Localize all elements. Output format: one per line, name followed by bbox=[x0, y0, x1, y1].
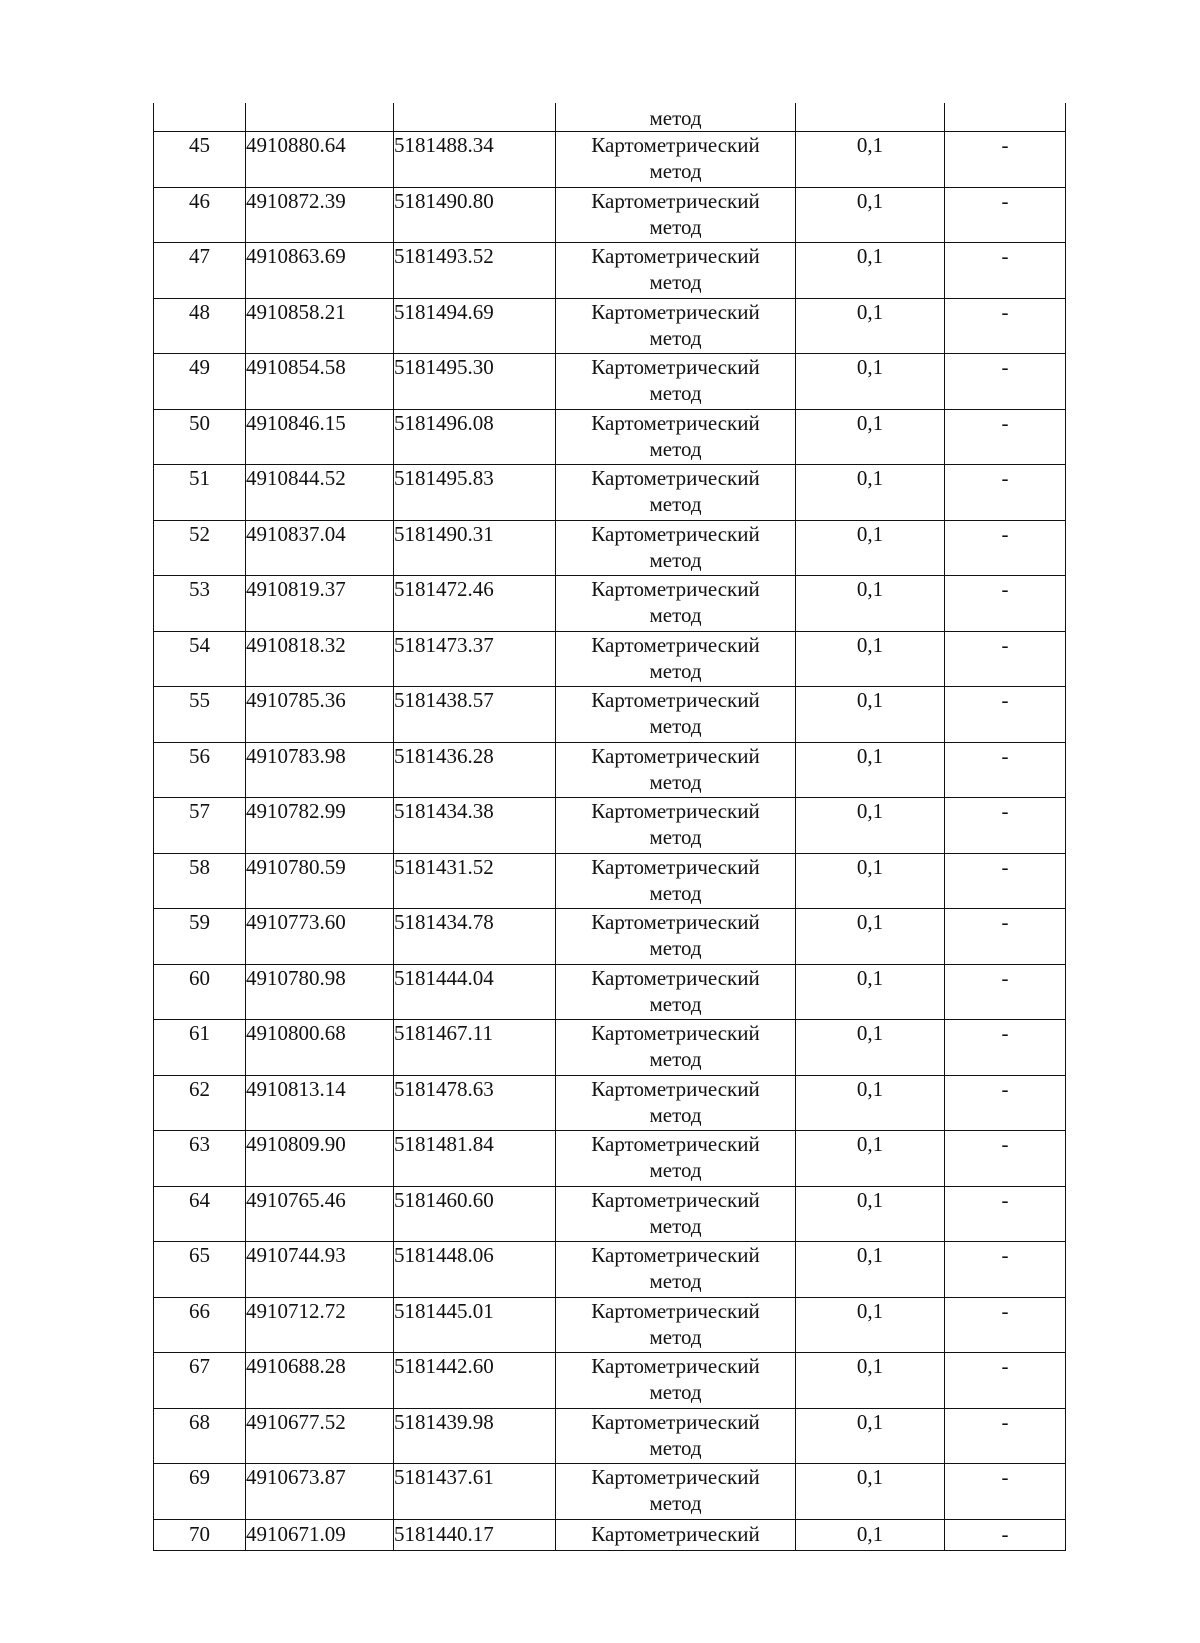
cell-dash: - bbox=[945, 853, 1066, 909]
cell-method bbox=[556, 354, 796, 410]
cell-number: 51 bbox=[154, 465, 246, 521]
cell-y: 5181439.98 bbox=[394, 1408, 556, 1464]
method-line-2: метод bbox=[649, 1102, 702, 1127]
cell-x: 4910800.68 bbox=[246, 1020, 394, 1076]
cell-number: 66 bbox=[154, 1297, 246, 1353]
method-line-2: метод bbox=[649, 714, 702, 738]
cell-method bbox=[556, 576, 796, 632]
table-row bbox=[154, 1353, 1066, 1409]
method-line-1: Картометрический bbox=[591, 521, 760, 546]
cell-method bbox=[556, 1353, 796, 1409]
cell-method bbox=[556, 187, 796, 243]
cell-dash: - bbox=[945, 409, 1066, 465]
cell-y: 5181494.69 bbox=[394, 298, 556, 354]
coordinates-table-body bbox=[154, 103, 1066, 1550]
table-row bbox=[154, 1464, 1066, 1520]
cell-dash: - bbox=[945, 1408, 1066, 1464]
method-line-1: Картометрический bbox=[591, 410, 760, 435]
cell-x: 4910785.36 bbox=[246, 687, 394, 743]
cell-dash: - bbox=[945, 798, 1066, 854]
method-line-2: метод bbox=[649, 1047, 702, 1071]
cell-accuracy: 0,1 bbox=[796, 1353, 945, 1409]
cell-dash: - bbox=[945, 964, 1066, 1020]
cell-accuracy: 0,1 bbox=[796, 298, 945, 354]
cell-accuracy bbox=[796, 103, 945, 132]
cell-accuracy: 0,1 bbox=[796, 1297, 945, 1353]
method-line-2: метод bbox=[649, 325, 702, 350]
method-line-1: Картометрический bbox=[591, 1243, 760, 1267]
cell-accuracy: 0,1 bbox=[796, 132, 945, 188]
cell-y: 5181445.01 bbox=[394, 1297, 556, 1353]
cell-dash: - bbox=[945, 576, 1066, 632]
method-line-2: метод bbox=[649, 825, 702, 849]
cell-dash: - bbox=[945, 1464, 1066, 1520]
method-line-2: метод bbox=[649, 1491, 702, 1515]
cell-accuracy: 0,1 bbox=[796, 520, 945, 576]
cell-dash: - bbox=[945, 1075, 1066, 1131]
cell-dash: - bbox=[945, 1186, 1066, 1242]
cell-dash bbox=[945, 103, 1066, 132]
cell-accuracy: 0,1 bbox=[796, 465, 945, 521]
method-line-2: метод bbox=[649, 1158, 702, 1182]
table-row bbox=[154, 576, 1066, 632]
cell-method bbox=[556, 409, 796, 465]
cell-accuracy: 0,1 bbox=[796, 909, 945, 965]
cell-dash: - bbox=[945, 742, 1066, 798]
table-row bbox=[154, 465, 1066, 521]
method-line-1: Картометрический bbox=[591, 910, 760, 934]
cell-accuracy: 0,1 bbox=[796, 798, 945, 854]
cell-method: Картометрический bbox=[556, 1519, 796, 1550]
table-row-last bbox=[154, 1519, 1066, 1550]
cell-y: 5181460.60 bbox=[394, 1186, 556, 1242]
cell-number: 48 bbox=[154, 298, 246, 354]
table-row bbox=[154, 853, 1066, 909]
cell-method bbox=[556, 1075, 796, 1131]
method-line-2: метод bbox=[649, 603, 702, 627]
cell-accuracy: 0,1 bbox=[796, 409, 945, 465]
cell-number: 53 bbox=[154, 576, 246, 632]
cell-number: 69 bbox=[154, 1464, 246, 1520]
method-line-2: метод bbox=[649, 270, 702, 294]
cell-accuracy: 0,1 bbox=[796, 687, 945, 743]
method-line-2: метод bbox=[649, 436, 702, 461]
cell-accuracy: 0,1 bbox=[796, 187, 945, 243]
method-line-1: Картометрический bbox=[591, 965, 760, 990]
cell-x: 4910671.09 bbox=[246, 1519, 394, 1550]
cell-number: 65 bbox=[154, 1242, 246, 1298]
cell-method bbox=[556, 1297, 796, 1353]
cell-number: 46 bbox=[154, 187, 246, 243]
cell-accuracy: 0,1 bbox=[796, 243, 945, 299]
cell-number: 58 bbox=[154, 853, 246, 909]
method-line-1: Картометрический bbox=[591, 632, 760, 657]
cell-number: 56 bbox=[154, 742, 246, 798]
method-line-2: метод bbox=[649, 492, 702, 516]
cell-y: 5181438.57 bbox=[394, 687, 556, 743]
cell-number: 59 bbox=[154, 909, 246, 965]
cell-method bbox=[556, 1131, 796, 1187]
cell-number: 57 bbox=[154, 798, 246, 854]
cell-method bbox=[556, 132, 796, 188]
table-row bbox=[154, 964, 1066, 1020]
table-row bbox=[154, 187, 1066, 243]
method-line-2: метод bbox=[649, 1324, 702, 1349]
method-line-1: Картометрический bbox=[591, 355, 760, 379]
method-line-1: Картометрический bbox=[591, 133, 760, 157]
method-line-2: метод bbox=[649, 1435, 702, 1460]
cell-number bbox=[154, 103, 246, 132]
method-line-2: метод bbox=[649, 991, 702, 1016]
cell-method bbox=[556, 631, 796, 687]
cell-dash: - bbox=[945, 1353, 1066, 1409]
cell-accuracy: 0,1 bbox=[796, 1131, 945, 1187]
method-line-2: метод bbox=[649, 658, 702, 683]
cell-number: 61 bbox=[154, 1020, 246, 1076]
cell-dash: - bbox=[945, 687, 1066, 743]
method-line-1: Картометрический bbox=[591, 299, 760, 324]
cell-method bbox=[556, 1242, 796, 1298]
table-row bbox=[154, 909, 1066, 965]
cell-accuracy: 0,1 bbox=[796, 964, 945, 1020]
cell-dash: - bbox=[945, 520, 1066, 576]
cell-x: 4910673.87 bbox=[246, 1464, 394, 1520]
cell-number: 63 bbox=[154, 1131, 246, 1187]
cell-accuracy: 0,1 bbox=[796, 1519, 945, 1550]
cell-accuracy: 0,1 bbox=[796, 631, 945, 687]
method-line-2: метод bbox=[649, 159, 702, 183]
table-row bbox=[154, 1075, 1066, 1131]
table-row bbox=[154, 1242, 1066, 1298]
cell-dash: - bbox=[945, 132, 1066, 188]
method-line-1: Картометрический bbox=[591, 1076, 760, 1101]
cell-y: 5181493.52 bbox=[394, 243, 556, 299]
cell-y: 5181434.78 bbox=[394, 909, 556, 965]
cell-method bbox=[556, 1186, 796, 1242]
cell-number: 70 bbox=[154, 1519, 246, 1550]
cell-y: 5181478.63 bbox=[394, 1075, 556, 1131]
cell-x: 4910819.37 bbox=[246, 576, 394, 632]
table-row bbox=[154, 1186, 1066, 1242]
table-row-continued bbox=[154, 103, 1066, 132]
cell-accuracy: 0,1 bbox=[796, 1408, 945, 1464]
method-line-2: метод bbox=[649, 547, 702, 572]
cell-y: 5181440.17 bbox=[394, 1519, 556, 1550]
table-row bbox=[154, 1020, 1066, 1076]
cell-x: 4910765.46 bbox=[246, 1186, 394, 1242]
cell-method bbox=[556, 909, 796, 965]
cell-accuracy: 0,1 bbox=[796, 576, 945, 632]
table-row bbox=[154, 354, 1066, 410]
cell-dash: - bbox=[945, 1297, 1066, 1353]
cell-y: 5181495.83 bbox=[394, 465, 556, 521]
method-line-1: Картометрический bbox=[591, 577, 760, 601]
table-row bbox=[154, 298, 1066, 354]
method-line-1: Картометрический bbox=[591, 688, 760, 712]
cell-method bbox=[556, 243, 796, 299]
cell-method bbox=[556, 742, 796, 798]
cell-method bbox=[556, 520, 796, 576]
cell-x: 4910813.14 bbox=[246, 1075, 394, 1131]
cell-method bbox=[556, 1464, 796, 1520]
method-line-1: Картометрический bbox=[591, 1021, 760, 1045]
cell-accuracy: 0,1 bbox=[796, 354, 945, 410]
cell-x: 4910854.58 bbox=[246, 354, 394, 410]
cell-number: 47 bbox=[154, 243, 246, 299]
table-row bbox=[154, 1131, 1066, 1187]
cell-y: 5181431.52 bbox=[394, 853, 556, 909]
cell-dash: - bbox=[945, 243, 1066, 299]
cell-number: 64 bbox=[154, 1186, 246, 1242]
cell-x: 4910863.69 bbox=[246, 243, 394, 299]
method-line-1: Картометрический bbox=[591, 743, 760, 768]
cell-number: 62 bbox=[154, 1075, 246, 1131]
method-line-1: Картометрический bbox=[591, 188, 760, 213]
table-row bbox=[154, 243, 1066, 299]
cell-y: 5181437.61 bbox=[394, 1464, 556, 1520]
cell-number: 67 bbox=[154, 1353, 246, 1409]
table-row bbox=[154, 742, 1066, 798]
cell-method bbox=[556, 1020, 796, 1076]
cell-x bbox=[246, 103, 394, 132]
method-line-1: Картометрический bbox=[591, 1465, 760, 1489]
cell-x: 4910782.99 bbox=[246, 798, 394, 854]
cell-number: 45 bbox=[154, 132, 246, 188]
cell-accuracy: 0,1 bbox=[796, 1075, 945, 1131]
cell-accuracy: 0,1 bbox=[796, 1186, 945, 1242]
cell-dash: - bbox=[945, 1131, 1066, 1187]
cell-number: 54 bbox=[154, 631, 246, 687]
cell-x: 4910858.21 bbox=[246, 298, 394, 354]
cell-x: 4910712.72 bbox=[246, 1297, 394, 1353]
cell-y: 5181496.08 bbox=[394, 409, 556, 465]
table-row bbox=[154, 687, 1066, 743]
cell-x: 4910780.98 bbox=[246, 964, 394, 1020]
method-line-1: Картометрический bbox=[591, 799, 760, 823]
table-row bbox=[154, 1297, 1066, 1353]
method-line-2: метод bbox=[649, 936, 702, 960]
method-line-2: метод bbox=[649, 880, 702, 905]
cell-number: 60 bbox=[154, 964, 246, 1020]
cell-y: 5181442.60 bbox=[394, 1353, 556, 1409]
cell-number: 50 bbox=[154, 409, 246, 465]
cell-y: 5181444.04 bbox=[394, 964, 556, 1020]
cell-x: 4910783.98 bbox=[246, 742, 394, 798]
method-line-1: Картометрический bbox=[591, 1132, 760, 1156]
cell-x: 4910780.59 bbox=[246, 853, 394, 909]
cell-method bbox=[556, 1408, 796, 1464]
cell-x: 4910677.52 bbox=[246, 1408, 394, 1464]
method-line-1: Картометрический bbox=[591, 1354, 760, 1378]
table-row bbox=[154, 631, 1066, 687]
table-row bbox=[154, 132, 1066, 188]
method-line-1: Картометрический bbox=[591, 1187, 760, 1212]
cell-dash: - bbox=[945, 1020, 1066, 1076]
cell-y: 5181495.30 bbox=[394, 354, 556, 410]
cell-y: 5181488.34 bbox=[394, 132, 556, 188]
cell-y: 5181436.28 bbox=[394, 742, 556, 798]
method-line-1: Картометрический bbox=[591, 466, 760, 490]
cell-accuracy: 0,1 bbox=[796, 1242, 945, 1298]
cell-y bbox=[394, 103, 556, 132]
cell-y: 5181448.06 bbox=[394, 1242, 556, 1298]
cell-dash: - bbox=[945, 1519, 1066, 1550]
cell-dash: - bbox=[945, 1242, 1066, 1298]
cell-dash: - bbox=[945, 909, 1066, 965]
cell-y: 5181481.84 bbox=[394, 1131, 556, 1187]
cell-dash: - bbox=[945, 631, 1066, 687]
cell-accuracy: 0,1 bbox=[796, 1020, 945, 1076]
cell-y: 5181434.38 bbox=[394, 798, 556, 854]
cell-method bbox=[556, 465, 796, 521]
method-line-1: Картометрический bbox=[591, 1298, 760, 1323]
method-line-1: Картометрический bbox=[591, 1409, 760, 1434]
cell-method bbox=[556, 798, 796, 854]
cell-x: 4910872.39 bbox=[246, 187, 394, 243]
cell-accuracy: 0,1 bbox=[796, 1464, 945, 1520]
cell-method bbox=[556, 298, 796, 354]
cell-number: 55 bbox=[154, 687, 246, 743]
table-row bbox=[154, 520, 1066, 576]
cell-method bbox=[556, 853, 796, 909]
cell-x: 4910844.52 bbox=[246, 465, 394, 521]
method-line-2: метод bbox=[649, 381, 702, 405]
cell-y: 5181473.37 bbox=[394, 631, 556, 687]
cell-method: метод bbox=[556, 103, 796, 132]
coordinates-table bbox=[153, 103, 1066, 1551]
cell-y: 5181472.46 bbox=[394, 576, 556, 632]
method-line-2: метод bbox=[649, 1213, 702, 1238]
cell-y: 5181467.11 bbox=[394, 1020, 556, 1076]
cell-x: 4910837.04 bbox=[246, 520, 394, 576]
cell-x: 4910809.90 bbox=[246, 1131, 394, 1187]
cell-x: 4910688.28 bbox=[246, 1353, 394, 1409]
cell-dash: - bbox=[945, 465, 1066, 521]
cell-y: 5181490.80 bbox=[394, 187, 556, 243]
cell-method bbox=[556, 964, 796, 1020]
cell-y: 5181490.31 bbox=[394, 520, 556, 576]
cell-dash: - bbox=[945, 187, 1066, 243]
cell-number: 52 bbox=[154, 520, 246, 576]
table-row bbox=[154, 1408, 1066, 1464]
method-line-2: метод bbox=[649, 214, 702, 239]
table-row bbox=[154, 798, 1066, 854]
table-row bbox=[154, 409, 1066, 465]
cell-dash: - bbox=[945, 298, 1066, 354]
cell-x: 4910880.64 bbox=[246, 132, 394, 188]
method-line-2: метод bbox=[649, 1269, 702, 1293]
cell-x: 4910744.93 bbox=[246, 1242, 394, 1298]
method-line-2: метод bbox=[649, 1380, 702, 1404]
cell-x: 4910818.32 bbox=[246, 631, 394, 687]
cell-dash: - bbox=[945, 354, 1066, 410]
cell-number: 49 bbox=[154, 354, 246, 410]
method-line-2: метод bbox=[649, 769, 702, 794]
cell-number: 68 bbox=[154, 1408, 246, 1464]
cell-accuracy: 0,1 bbox=[796, 742, 945, 798]
method-line-1: Картометрический bbox=[591, 244, 760, 268]
cell-method bbox=[556, 687, 796, 743]
cell-accuracy: 0,1 bbox=[796, 853, 945, 909]
method-line-1: Картометрический bbox=[591, 854, 760, 879]
cell-x: 4910773.60 bbox=[246, 909, 394, 965]
cell-x: 4910846.15 bbox=[246, 409, 394, 465]
